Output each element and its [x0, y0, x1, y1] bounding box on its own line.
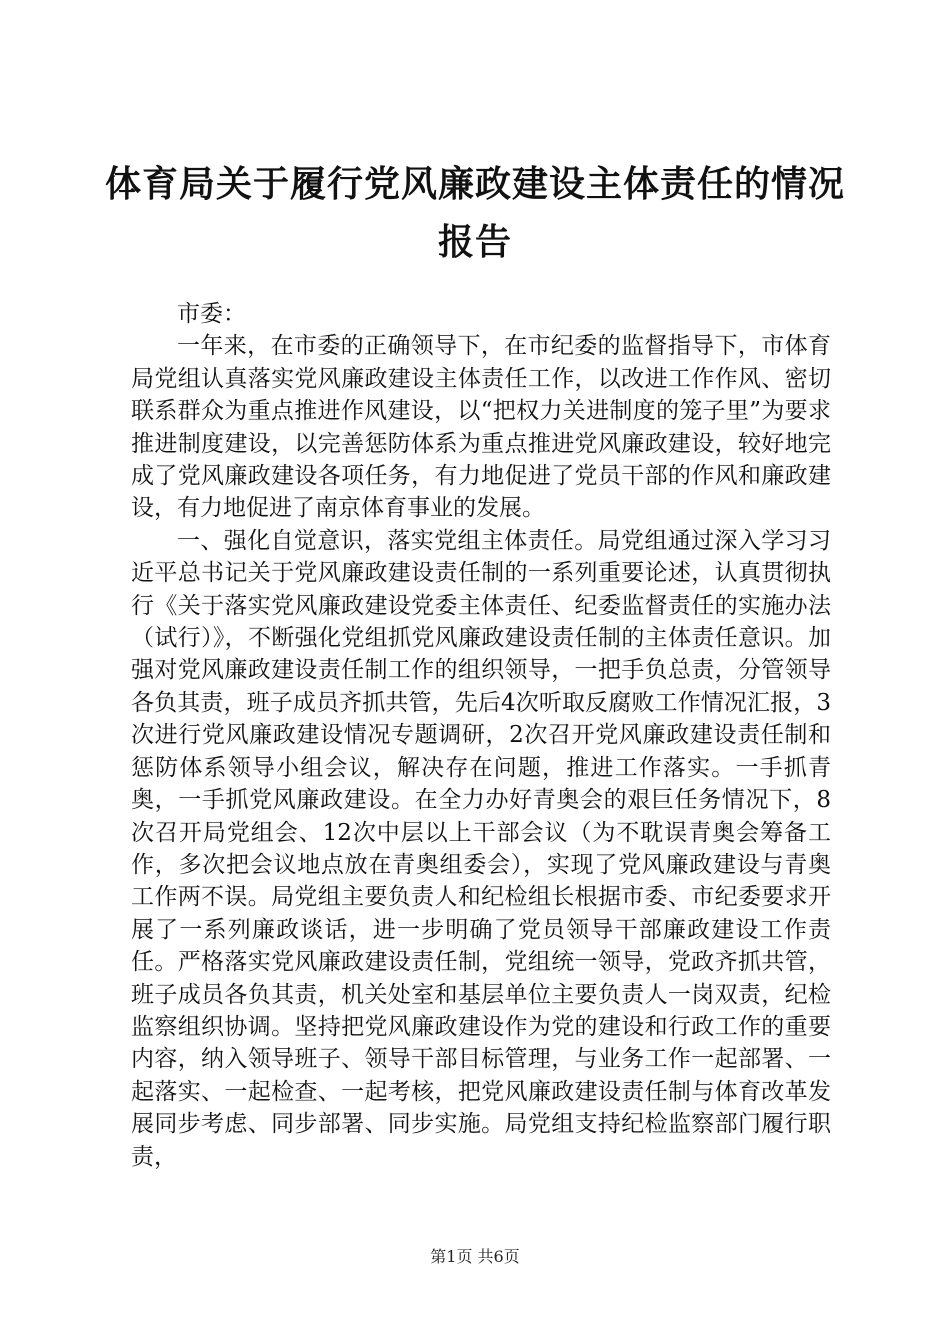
document-body	[131, 298, 831, 1173]
paragraph-section-one: 一、强化自觉意识，落实党组主体责任。局党组通过深入学习习近平总书记关于党风廉政建设责任制的一系列重要论述，认真贯彻执行《关于落实党风廉政建设党委主体责任、纪委监督责任的实施办法（试行）》，不断强化党组抓党风廉政建设责任制的主体责任意识。加强对党风廉政建设责任制工作的组织领导，一把手负总责，分管领导各负其责，班子成员齐抓共管，先后4次听取反腐败工作情况汇报，3次进行党风廉政建设情况专题调研，2次召开党风廉政建设责任制和惩防体系领导小组会议，解决存在问题，推进工作落实。一手抓青奥，一手抓党风廉政建设。在全力办好青奥会的艰巨任务情况下，8次召开局党组会、12次中层以上干部会议（为不耽误青奥会筹备工作，多次把会议地点放在青奥组委会），实现了党风廉政建设与青奥工作两不误。局党组主要负责人和纪检组长根据市委、市纪委要求开展了一系列廉政谈话，进一步明确了党员领导干部廉政建设工作责任。严格落实党风廉政建设责任制，党组统一领导，党政齐抓共管，班子成员各负其责，机关处室和基层单位主要负责人一岗双责，纪检监察组织协调。坚持把党风廉政建设作为党的建设和行政工作的重要内容，纳入领导班子、领导干部目标管理，与业务工作一起部署、一起落实、一起检查、一起考核，把党风廉政建设责任制与体育改革发展同步考虑、同步部署、同步实施。局党组支持纪检监察部门履行职责，	[131, 527, 831, 1170]
paragraph-intro: 一年来，在市委的正确领导下，在市纪委的监督指导下，市体育局党组认真落实党风廉政建设主体责任工作，以改进工作作风、密切联系群众为重点推进作风建设，以“把权力关进制度的笼子里”为要求推进制度建设，以完善惩防体系为重点推进党风廉政建设，较好地完成了党风廉政建设各项任务，有力地促进了党员干部的作风和廉政建设，有力地促进了南京体育事业的发展。	[131, 333, 831, 522]
page-footer: 第1页 共6页	[430, 1247, 520, 1266]
document-title: 体育局关于履行党风廉政建设主体责任的情况报告	[104, 163, 845, 263]
salutation: 市委：	[177, 301, 246, 327]
